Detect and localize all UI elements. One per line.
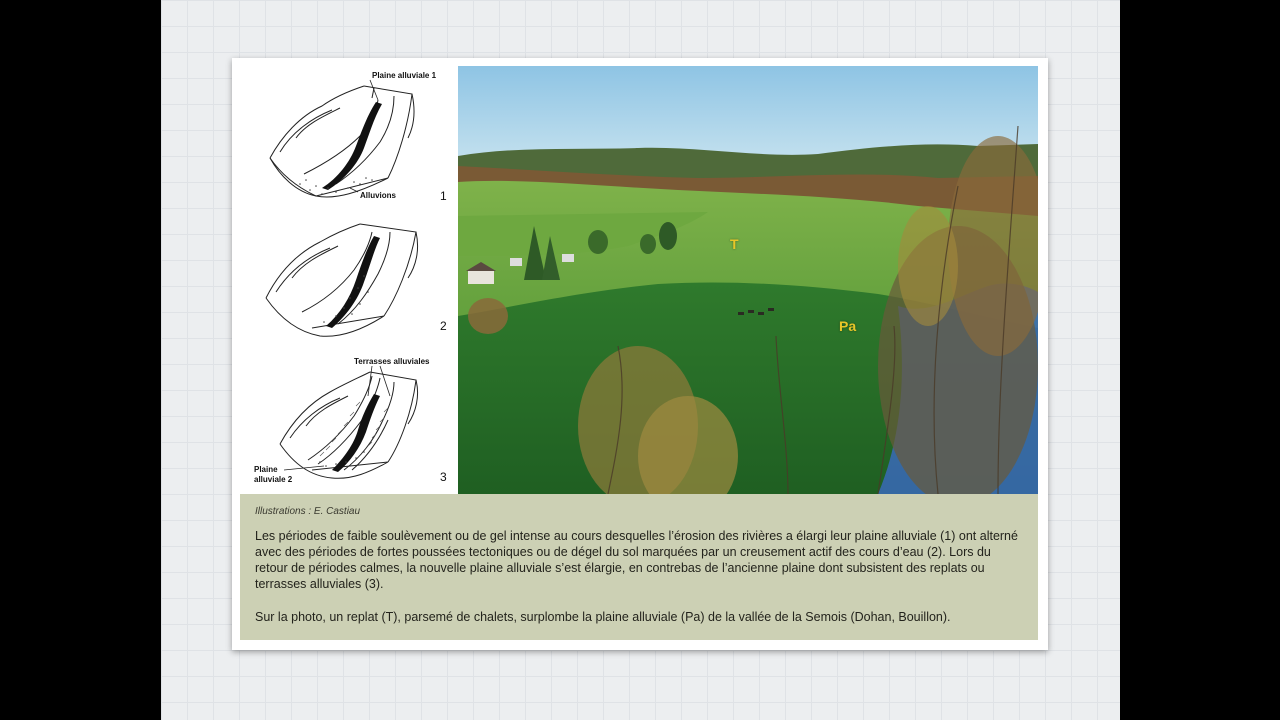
step-number-2: 2 [440, 319, 447, 333]
diagram-step-2 [266, 224, 418, 336]
valley-diagram [240, 66, 458, 494]
label-plaine-alluviale-2-line2: alluviale 2 [254, 475, 293, 484]
leader-line-terrasses-b [380, 366, 390, 396]
caption-paragraph-1: Les périodes de faible soulèvement ou de gel intense au cours desquelles l’érosion des rivières a élargi leur plaine alluviale (1) ont alterné avec des périodes de fortes poussées tectoniques ou de dégel du sol marquées par un creusement actif des cours d’eau (2). Lors du retour de périodes calmes, la nouvelle plaine alluviale s’est élargie, en contrebas de l’ancienne plaine dont subsistent des replats ou terrasses alluviales (3). [255, 529, 1018, 591]
leader-line-plaine1 [370, 80, 378, 100]
valley-diagram-panel [240, 66, 458, 494]
step-number-1: 1 [440, 189, 447, 203]
diagram-step-1 [270, 86, 414, 197]
river-channel-2 [326, 236, 380, 328]
label-plaine-alluviale-2-line1: Plaine [254, 465, 278, 474]
label-alluvions: Alluvions [360, 191, 397, 200]
leader-line-terrasses-a [368, 366, 372, 396]
photo-label-terrace: T [730, 236, 739, 252]
landscape-illustration [458, 66, 1038, 494]
caption-paragraph-2: Sur la photo, un replat (T), parsemé de chalets, surplombe la plaine alluviale (Pa) de la vallée de la Semois (Dohan, Bouillon). [255, 610, 951, 624]
leader-line-alluvions [350, 188, 358, 192]
illustration-credit: Illustrations : E. Castiau [255, 506, 361, 517]
diagram-step-3 [280, 372, 418, 478]
label-terrasses-alluviales: Terrasses alluviales [354, 357, 430, 366]
semois-valley-photo [458, 66, 1038, 494]
river-channel-1 [322, 102, 382, 190]
step-number-3: 3 [440, 470, 447, 484]
label-plaine-alluviale-1: Plaine alluviale 1 [372, 71, 437, 80]
photo-label-floodplain: Pa [839, 318, 857, 334]
